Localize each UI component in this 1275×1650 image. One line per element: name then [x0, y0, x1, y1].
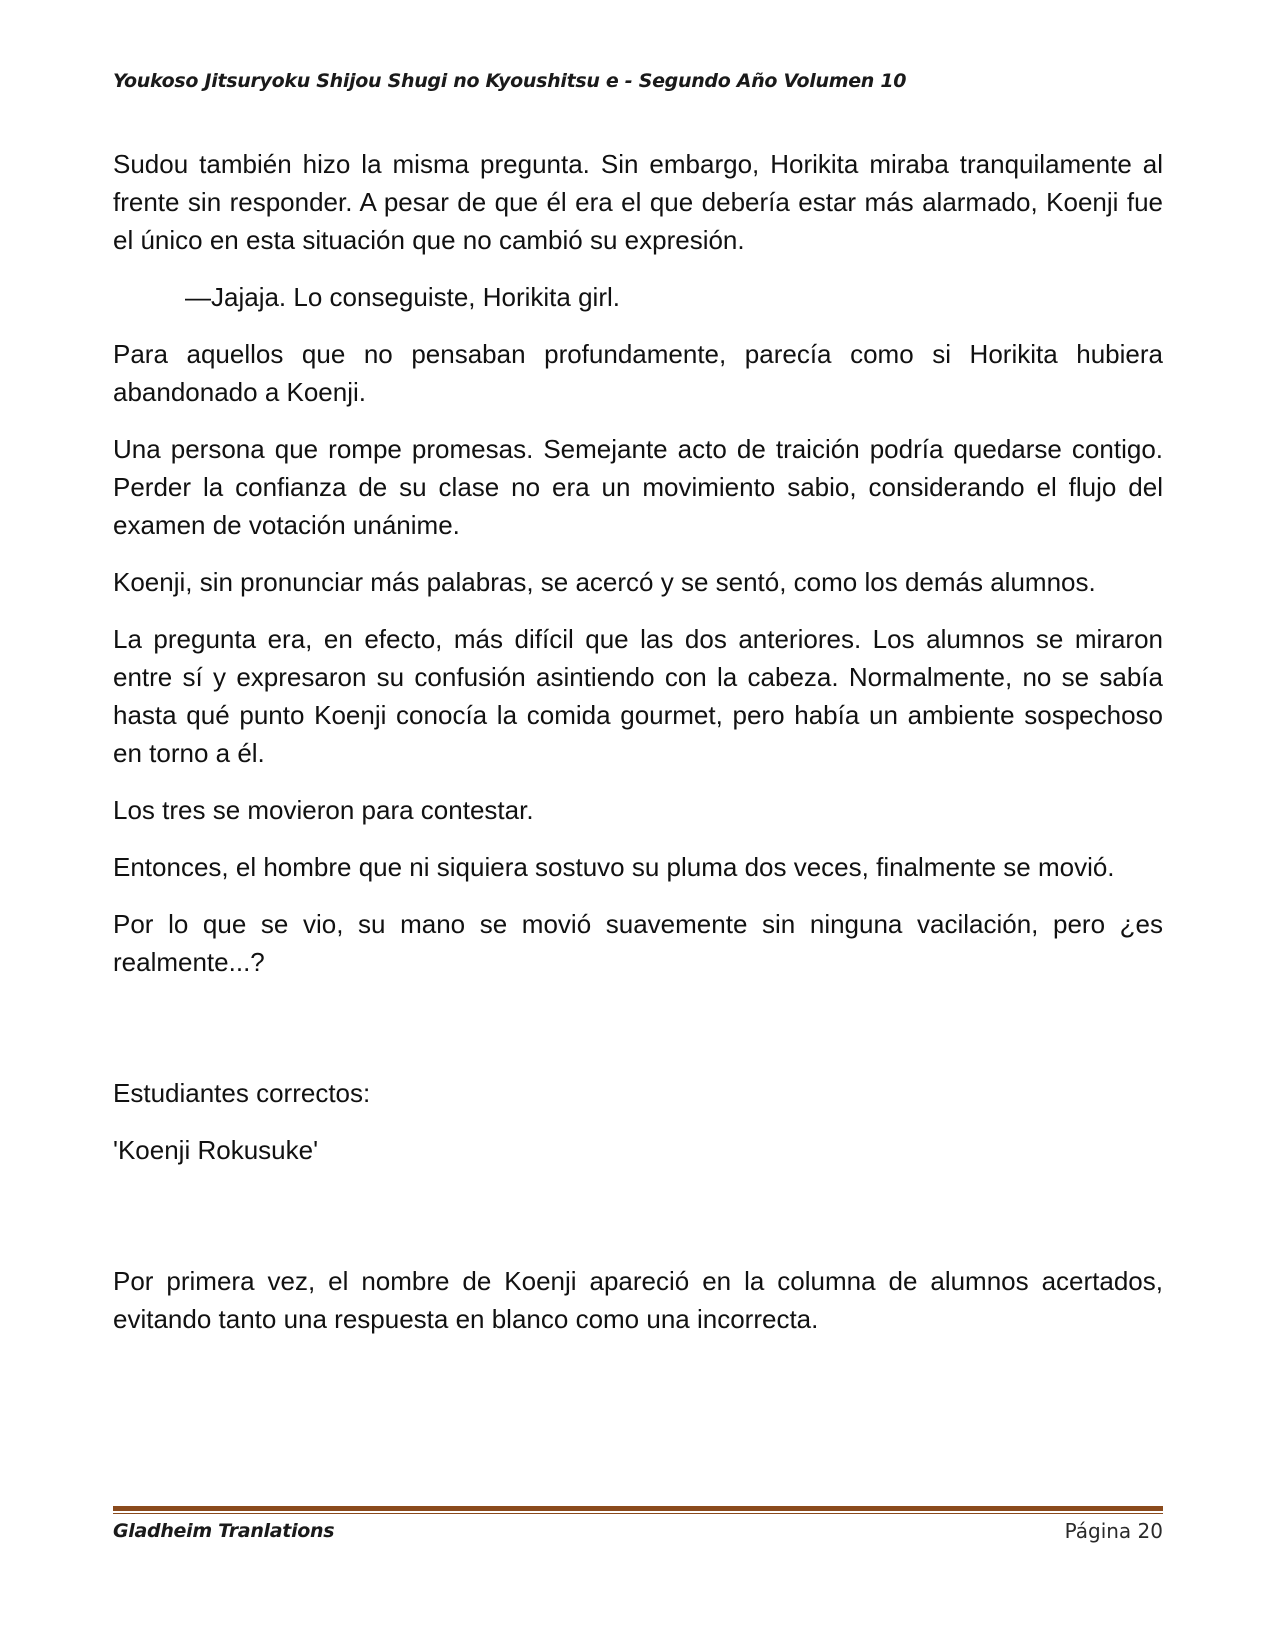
paragraph: Entonces, el hombre que ni siquiera sostuvo su pluma dos veces, finalmente se movió. — [113, 852, 1115, 882]
paragraph: Los tres se movieron para contestar. — [113, 795, 534, 825]
dialog-line: —Jajaja. Lo conseguiste, Horikita girl. — [185, 282, 620, 312]
paragraph: Una persona que rompe promesas. Semejante acto de traición podría quedarse contigo. Perder la confianza de su clase no era un movimiento sabio, considerando el flujo del examen de votación unánime. — [113, 434, 1163, 540]
paragraph: Sudou también hizo la misma pregunta. Sin embargo, Horikita miraba tranquilamente al frente sin responder. A pesar de que él era el que debería estar más alarmado, Koenji fue el único en esta situación que no cambió su expresión. — [113, 149, 1163, 255]
paragraph: La pregunta era, en efecto, más difícil que las dos anteriores. Los alumnos se miraron entre sí y expresaron su confusión asintiendo con la cabeza. Normalmente, no se sabía hasta qué punto Koenji conocía la comida gourmet, pero había un ambiente sospechoso en torno a él. — [113, 624, 1163, 768]
footer-credit: Gladheim Tranlations — [113, 1520, 335, 1542]
body-text — [113, 145, 1163, 1338]
footer-divider — [113, 1506, 1163, 1514]
paragraph: Por lo que se vio, su mano se movió suavemente sin ninguna vacilación, pero ¿es realmente...? — [113, 909, 1163, 977]
page-number: Página 20 — [1064, 1519, 1163, 1543]
paragraph: Estudiantes correctos: — [113, 1078, 371, 1108]
footer-rule-thick — [113, 1506, 1163, 1511]
paragraph: Por primera vez, el nombre de Koenji apareció en la columna de alumnos acertados, evitando tanto una respuesta en blanco como una incorrecta. — [113, 1266, 1163, 1334]
paragraph: Para aquellos que no pensaban profundamente, parecía como si Horikita hubiera abandonado a Koenji. — [113, 339, 1163, 407]
footer-rule-thin — [113, 1513, 1163, 1514]
paragraph: Koenji, sin pronunciar más palabras, se acercó y se sentó, como los demás alumnos. — [113, 567, 1096, 597]
paragraph: 'Koenji Rokusuke' — [113, 1135, 319, 1165]
running-header: Youkoso Jitsuryoku Shijou Shugi no Kyoushitsu e - Segundo Año Volumen 10 — [113, 70, 907, 92]
